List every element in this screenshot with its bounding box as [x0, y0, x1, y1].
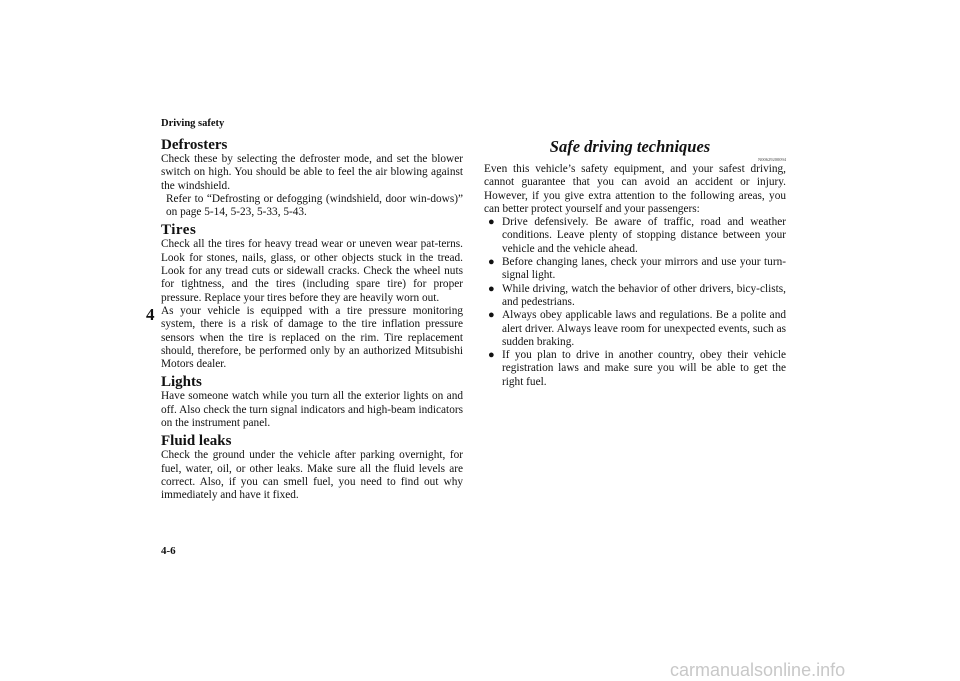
- list-item: [484, 216, 786, 256]
- defrosters-body: Check these by selecting the defroster mode, and set the blower switch on high. You should be able to feel the air blowing against the windshield.: [161, 153, 463, 192]
- list-item-text: Drive defensively. Be aware of traffic, road and weather conditions. Leave plenty of stopping distance between your vehicle and the vehicle ahead.: [502, 216, 786, 255]
- list-item: [484, 349, 786, 389]
- list-item: [484, 283, 786, 310]
- fluid-leaks-heading: Fluid leaks: [161, 433, 232, 450]
- intro-paragraph: Even this vehicle’s safety equipment, and your safest driving, cannot guarantee that you can avoid an accident or injury. However, if you give extra attention to the following areas, you can better protect yourself and your passengers:: [484, 163, 786, 215]
- chapter-number-tab: 4: [146, 305, 155, 324]
- right-column: [484, 137, 786, 389]
- section-title: Safe driving techniques: [549, 137, 711, 156]
- bullet-icon: ●: [488, 282, 495, 295]
- tires-heading: Tires: [161, 222, 197, 239]
- bullet-list: [484, 216, 786, 389]
- list-item: [484, 309, 786, 349]
- watermark-link[interactable]: carmanualsonline.info: [670, 660, 846, 680]
- page-number: 4-6: [161, 545, 176, 557]
- tires-body-1: Check all the tires for heavy tread wear or uneven wear pat-terns. Look for stones, nails, glass, or other objects stuck in the tread. Look for any tread cuts or sidewall cracks. Check the wheel nuts for tightness, and the tires (including spare tire) for proper pressure. Replace your tires before they are heavily worn out.: [161, 238, 463, 304]
- list-item-text: Before changing lanes, check your mirrors and use your turn-signal light.: [502, 256, 786, 282]
- lights-body: Have someone watch while you turn all the exterior lights on and off. Also check the turn signal indicators and high-beam indicators on the instrument panel.: [161, 390, 463, 430]
- tires-body-2: As your vehicle is equipped with a tire pressure monitoring system, there is a risk of damage to the tire inflation pressure sensors when the tire is replaced on the rim. Tire replacement should, therefore, be performed only by an authorized Mitsubishi Motors dealer.: [161, 304, 463, 371]
- bullet-icon: ●: [488, 216, 495, 229]
- bullet-icon: ●: [488, 256, 495, 269]
- running-header: Driving safety: [161, 118, 225, 129]
- list-item-text: While driving, watch the behavior of other drivers, bicy-clists, and pedestrians.: [502, 282, 786, 308]
- section-code: N00629200094: [758, 157, 786, 162]
- bullet-icon: ●: [488, 309, 495, 322]
- bullet-icon: ●: [488, 349, 495, 362]
- list-item: [484, 256, 786, 283]
- defrosters-reference: Refer to “Defrosting or defogging (windshield, door win-dows)” on page 5-14, 5-23, 5-33, 5-43.: [166, 192, 463, 219]
- left-column: [161, 137, 463, 503]
- list-item-text: Always obey applicable laws and regulations. Be a polite and alert driver. Always leave room for unexpected events, such as sudden braking.: [502, 309, 786, 348]
- lights-heading: Lights: [161, 374, 202, 391]
- fluid-leaks-body: Check the ground under the vehicle after parking overnight, for fuel, water, oil, or other leaks. Make sure all the fluid levels are correct. Also, if you can smell fuel, you need to find out why immediately and have it fixed.: [161, 449, 463, 502]
- defrosters-heading: Defrosters: [161, 137, 228, 153]
- list-item-text: If you plan to drive in another country, obey their vehicle registration laws and make sure you will be able to get the right fuel.: [502, 349, 786, 388]
